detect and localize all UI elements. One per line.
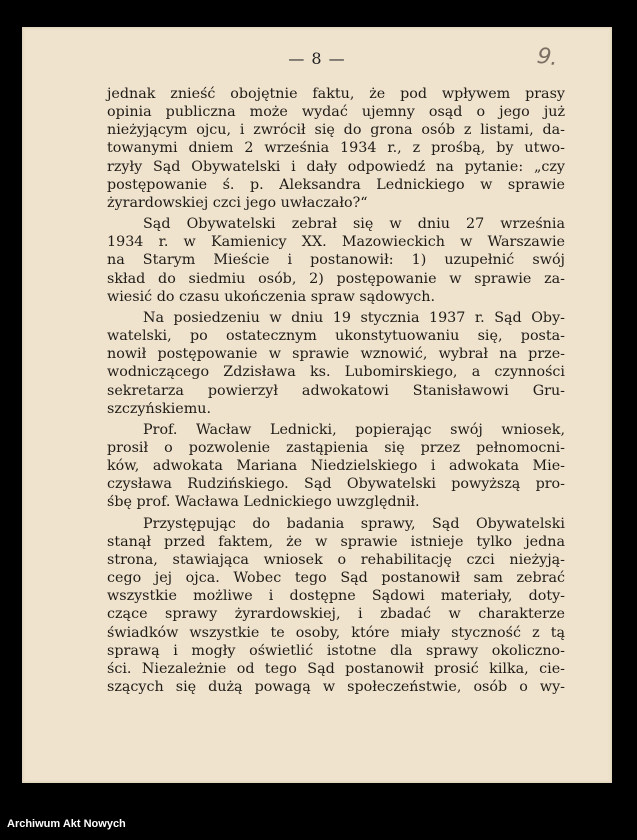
text-line: śbę prof. Wacława Lednickiego uwzględnił. (107, 494, 420, 511)
handwritten-page-annotation: 9. (535, 43, 560, 72)
text-line: skład do siedmiu osób, 2) postępowanie w sprawie za- (107, 270, 565, 287)
text-line: watelski, po ostatecznym ukonstytuowaniu się, posta- (107, 328, 565, 345)
text-line: prosił o pozwolenie zastąpienia się przez pełnomocni- (107, 439, 565, 456)
text-line: towanymi dniem 2 września 1934 r., z prośbą, by utwo- (107, 140, 565, 157)
text-line: na Starym Mieście i postanowił: 1) uzupełnić swój (107, 252, 565, 269)
document-page (22, 27, 612, 783)
text-line: sekretarza powierzył adwokatowi Stanisławowi Gru- (107, 382, 565, 399)
text-line: wiesić do czasu ukończenia spraw sądowych. (107, 288, 436, 305)
archive-footer (0, 783, 637, 840)
text-line: jednak znieść obojętnie faktu, że pod wpływem prasy (107, 86, 565, 102)
page-number: — 8 — (288, 49, 346, 68)
text-line: nieżyjącym ojcu, i zwrócił się do grona osób z listami, da- (107, 122, 565, 139)
text-line: Prof. Wacław Lednicki, popierając swój wniosek, (143, 421, 565, 438)
text-line: żyrardowskiej czci jego uwłaczało?“ (107, 194, 368, 211)
text-line: 1934 r. w Kamienicy XX. Mazowieckich w Warszawie (107, 234, 565, 251)
paragraph (107, 85, 565, 212)
text-line: Na posiedzeniu w dniu 19 stycznia 1937 r. Sąd Oby- (143, 309, 565, 326)
text-line: sprawą i mogły oświetlić istotne dla sprawy okoliczno- (107, 642, 565, 659)
archive-label: Archiwum Akt Nowych (7, 818, 126, 830)
text-line: Sąd Obywatelski zebrał się w dniu 27 września (143, 216, 565, 233)
text-line: opinia publiczna może wydać ujemny osąd o jego już (107, 104, 565, 121)
text-line: stanął przed faktem, że w sprawie istnieje tylko jedna (107, 533, 565, 550)
text-line: strona, stawiająca wniosek o rehabilitację czci nieżyją- (107, 551, 565, 568)
text-line: Przystępując do badania sprawy, Sąd Obywatelski (143, 515, 565, 532)
paragraph (107, 515, 565, 697)
paragraph (107, 421, 565, 512)
text-line: szczyńskiemu. (107, 400, 212, 417)
text-line: cego jej ojca. Wobec tego Sąd postanowił sam zebrać (107, 570, 565, 587)
text-line: nowił postępowanie w sprawie wznowić, wybrał na prze- (107, 346, 565, 363)
text-line: wszystkie możliwe i dostępne Sądowi materiały, doty- (107, 588, 565, 605)
body-text (107, 85, 565, 696)
text-line: ków, adwokata Mariana Niedzielskiego i adwokata Mie- (107, 458, 565, 475)
text-line: rzyły Sąd Obywatelski i dały odpowiedź na pytanie: „czy (107, 158, 565, 175)
text-line: ści. Niezależnie od tego Sąd postanowił prosić kilka, cie- (107, 660, 565, 677)
text-line: wodniczącego Zdzisława ks. Lubomirskiego, a czynności (107, 364, 565, 381)
paragraph (107, 215, 565, 306)
text-line: szących się dużą powagą w społeczeństwie, osób o wy- (107, 679, 565, 695)
text-line: postępowanie ś. p. Aleksandra Lednickiego w sprawie (107, 176, 565, 193)
text-line: czące sprawy żyrardowskiej, i zbadać w charakterze (107, 606, 565, 623)
text-line: świadków wszystkie te osoby, które miały styczność z tą (107, 624, 565, 641)
text-line: czysława Rudzińskiego. Sąd Obywatelski powyższą pro- (107, 476, 565, 493)
paragraph (107, 309, 565, 418)
